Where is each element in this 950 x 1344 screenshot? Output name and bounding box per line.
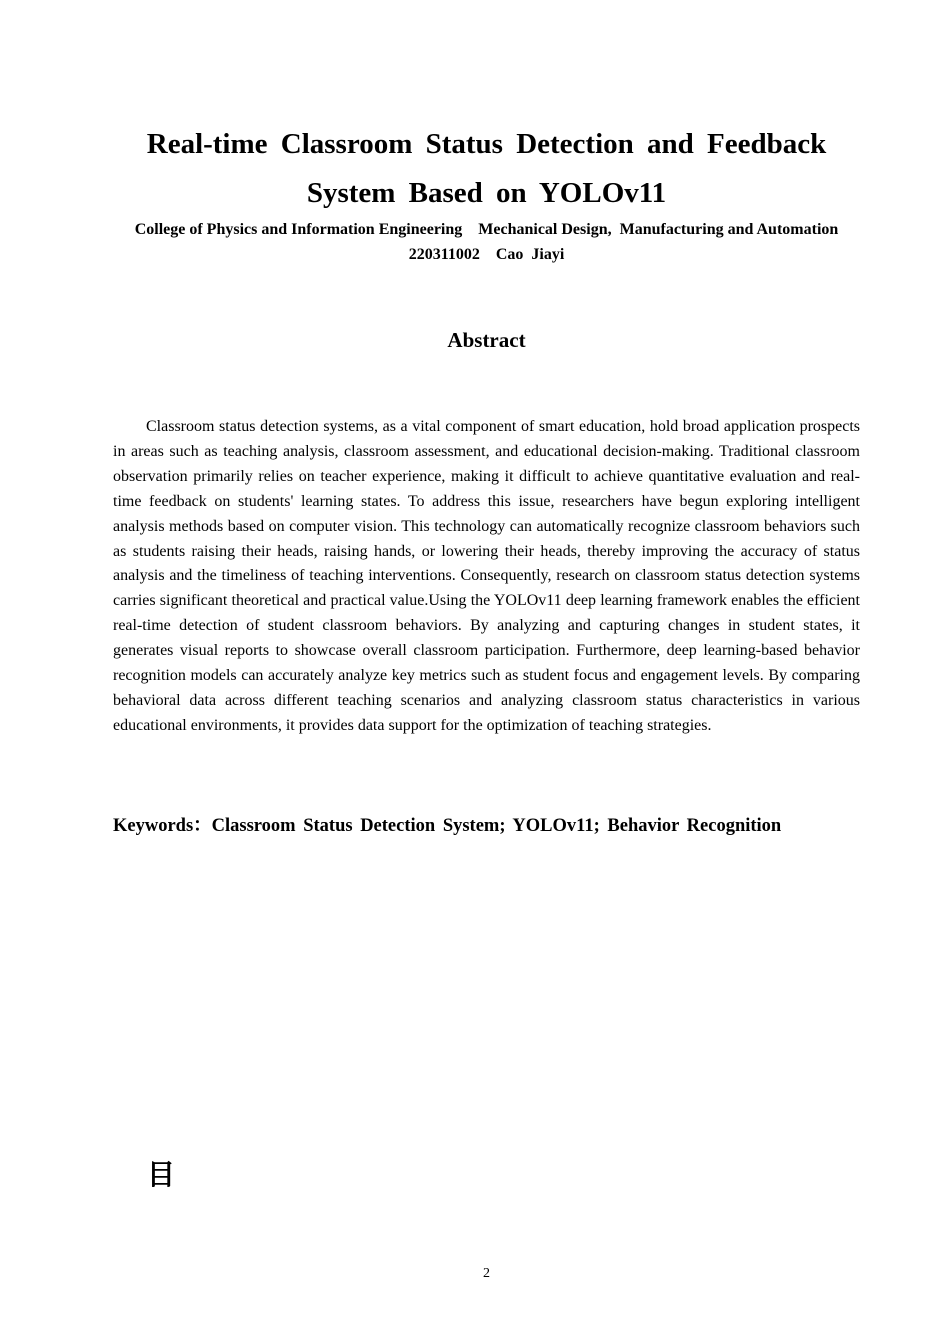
- page-number: 2: [483, 1266, 490, 1281]
- paper-title: [113, 120, 860, 218]
- author-id-name: 220311002 Cao Jiayi: [408, 246, 565, 263]
- toc-heading-fragment: 目: [147, 1158, 176, 1191]
- abstract-heading: Abstract: [447, 328, 526, 352]
- paper-title-line-1: Real-time Classroom Status Detection and Feedback: [146, 128, 827, 160]
- paper-title-line-2: System Based on YOLOv11: [306, 177, 667, 209]
- abstract-body: Classroom status detection systems, as a vital component of smart education, hold broad application prospects in areas such as teaching analysis, classroom assessment, and educational decision-making. Traditional classroom observation primarily relies on teacher experience, making it difficult to achieve quantitative evaluation and real-time feedback on students' learning states. To address this issue, researchers have begun exploring intelligent analysis methods based on computer vision. This technology can automatically recognize classroom behaviors such as students raising their heads, raising hands, or lowering their heads, thereby improving the accuracy of status analysis and the timeliness of teaching interventions. Consequently, research on classroom status detection systems carries significant theoretical and practical value.Using the YOLOv11 deep learning framework enables the efficient real-time detection of student classroom behaviors. By analyzing and capturing changes in student states, it generates visual reports to showcase overall classroom participation. Furthermore, deep learning-based behavior recognition models can accurately analyze key metrics such as student focus and engagement levels. By comparing behavioral data across different teaching scenarios and analyzing classroom status characteristics in various educational environments, it provides data support for the optimization of teaching strategies.: [113, 418, 860, 734]
- affiliation-line: College of Physics and Information Engineering Mechanical Design, Manufacturing and Automation: [134, 221, 839, 238]
- keywords-line: Keywords：Classroom Status Detection System; YOLOv11; Behavior Recognition: [113, 816, 782, 836]
- author-affiliation: [100, 217, 873, 267]
